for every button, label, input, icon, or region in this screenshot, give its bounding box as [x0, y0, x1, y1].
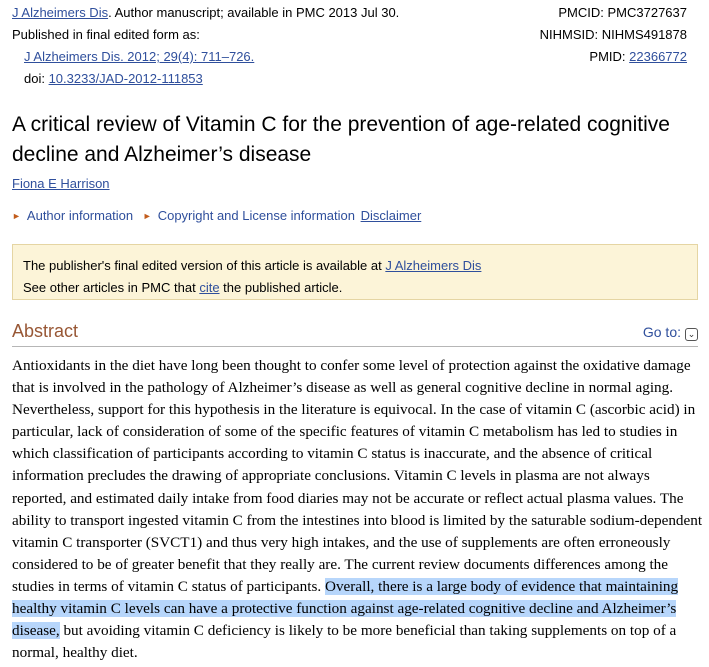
notice-line-1 — [23, 255, 687, 277]
notice-journal-link[interactable]: J Alzheimers Dis — [385, 258, 482, 273]
notice-text-pre: See other articles in PMC that — [23, 280, 200, 295]
abstract-header — [12, 320, 698, 347]
pmid-label: PMID: — [589, 49, 630, 64]
journal-link[interactable]: J Alzheimers Dis — [12, 5, 109, 20]
article-title: A critical review of Vitamin C for the prevention of age-related cognitive decline and Alzheimer’s disease — [12, 113, 670, 166]
abstract-text-before: Antioxidants in the diet have long been thought to confer some level of protection against the oxidative damage that is involved in the pathology of Alzheimer’s disease as well as general cognitive decline in normal aging. Nevertheless, support for this hypothesis in the literature is equivocal. In the case of vitamin C (ascorbic acid) in particular, lack of consideration of some of the specific features of vitamin C metabolism has led to studies in which classification of participants according to vitamin C status is inaccurate, and the absence of critical information precludes the drawing of appropriate conclusions. Vitamin C levels in plasma are not always reported, and estimated daily intake from food diaries may not be accurate or reflect actual plasma values. The ability to transport ingested vitamin C from the intestines into blood is limited by the saturable sodium-dependent vitamin C transporter (SVCT1) and thus very high intakes, and the use of supplements are often erroneously considered to be of greater benefit that they really are. The current review documents differences among the studies in terms of vitamin C status of participants. — [12, 357, 703, 595]
doi — [24, 68, 203, 89]
highlighted-selection: Overall, there is a large body of evidence that maintaining healthy vitamin C levels can have a protective function against age-related cognitive decline and Alzheimer’s disease, — [12, 577, 679, 640]
notice-text-post: the published article. — [219, 280, 343, 295]
goto-label[interactable]: Go to: — [642, 324, 681, 340]
abstract-heading: Abstract — [12, 321, 79, 341]
pmid-link[interactable]: 22366772 — [629, 49, 687, 64]
citation-link[interactable]: J Alzheimers Dis. 2012; 29(4): 711–726. — [24, 49, 255, 64]
published-label: Published in final edited form as: — [12, 27, 200, 42]
author-link[interactable]: Fiona E Harrison — [12, 176, 110, 191]
author-information-label[interactable]: Author information — [26, 208, 134, 223]
abstract-text — [12, 355, 704, 664]
pmid — [589, 46, 687, 67]
notice-text: The publisher's final edited version of this article is available at — [23, 258, 386, 273]
manuscript-note: . Author manuscript; available in PMC 2013 Jul 30. — [108, 5, 400, 20]
triangle-right-icon: ► — [142, 211, 152, 221]
doi-label: doi: — [24, 71, 49, 86]
copyright-toggle[interactable] — [143, 208, 355, 223]
author-information-toggle[interactable] — [12, 208, 133, 223]
nihmsid: NIHMSID: NIHMS491878 — [539, 27, 687, 42]
publisher-notice — [12, 244, 698, 300]
disclaimer-link[interactable]: Disclaimer — [360, 208, 422, 223]
info-links — [12, 208, 421, 223]
pmcid: PMCID: PMC3727637 — [558, 5, 687, 20]
cite-link[interactable]: cite — [199, 280, 220, 295]
copyright-label[interactable]: Copyright and License information — [157, 208, 355, 223]
notice-line-2 — [23, 277, 687, 299]
doi-link[interactable]: 10.3233/JAD-2012-111853 — [48, 71, 203, 86]
abstract-text-after: but avoiding vitamin C deficiency is likely to be more beneficial than taking supplements on top of a normal, healthy diet. — [12, 622, 677, 662]
triangle-right-icon: ► — [12, 211, 21, 221]
goto-menu[interactable] — [643, 324, 698, 341]
chevron-down-icon[interactable]: ⌄ — [685, 328, 698, 341]
